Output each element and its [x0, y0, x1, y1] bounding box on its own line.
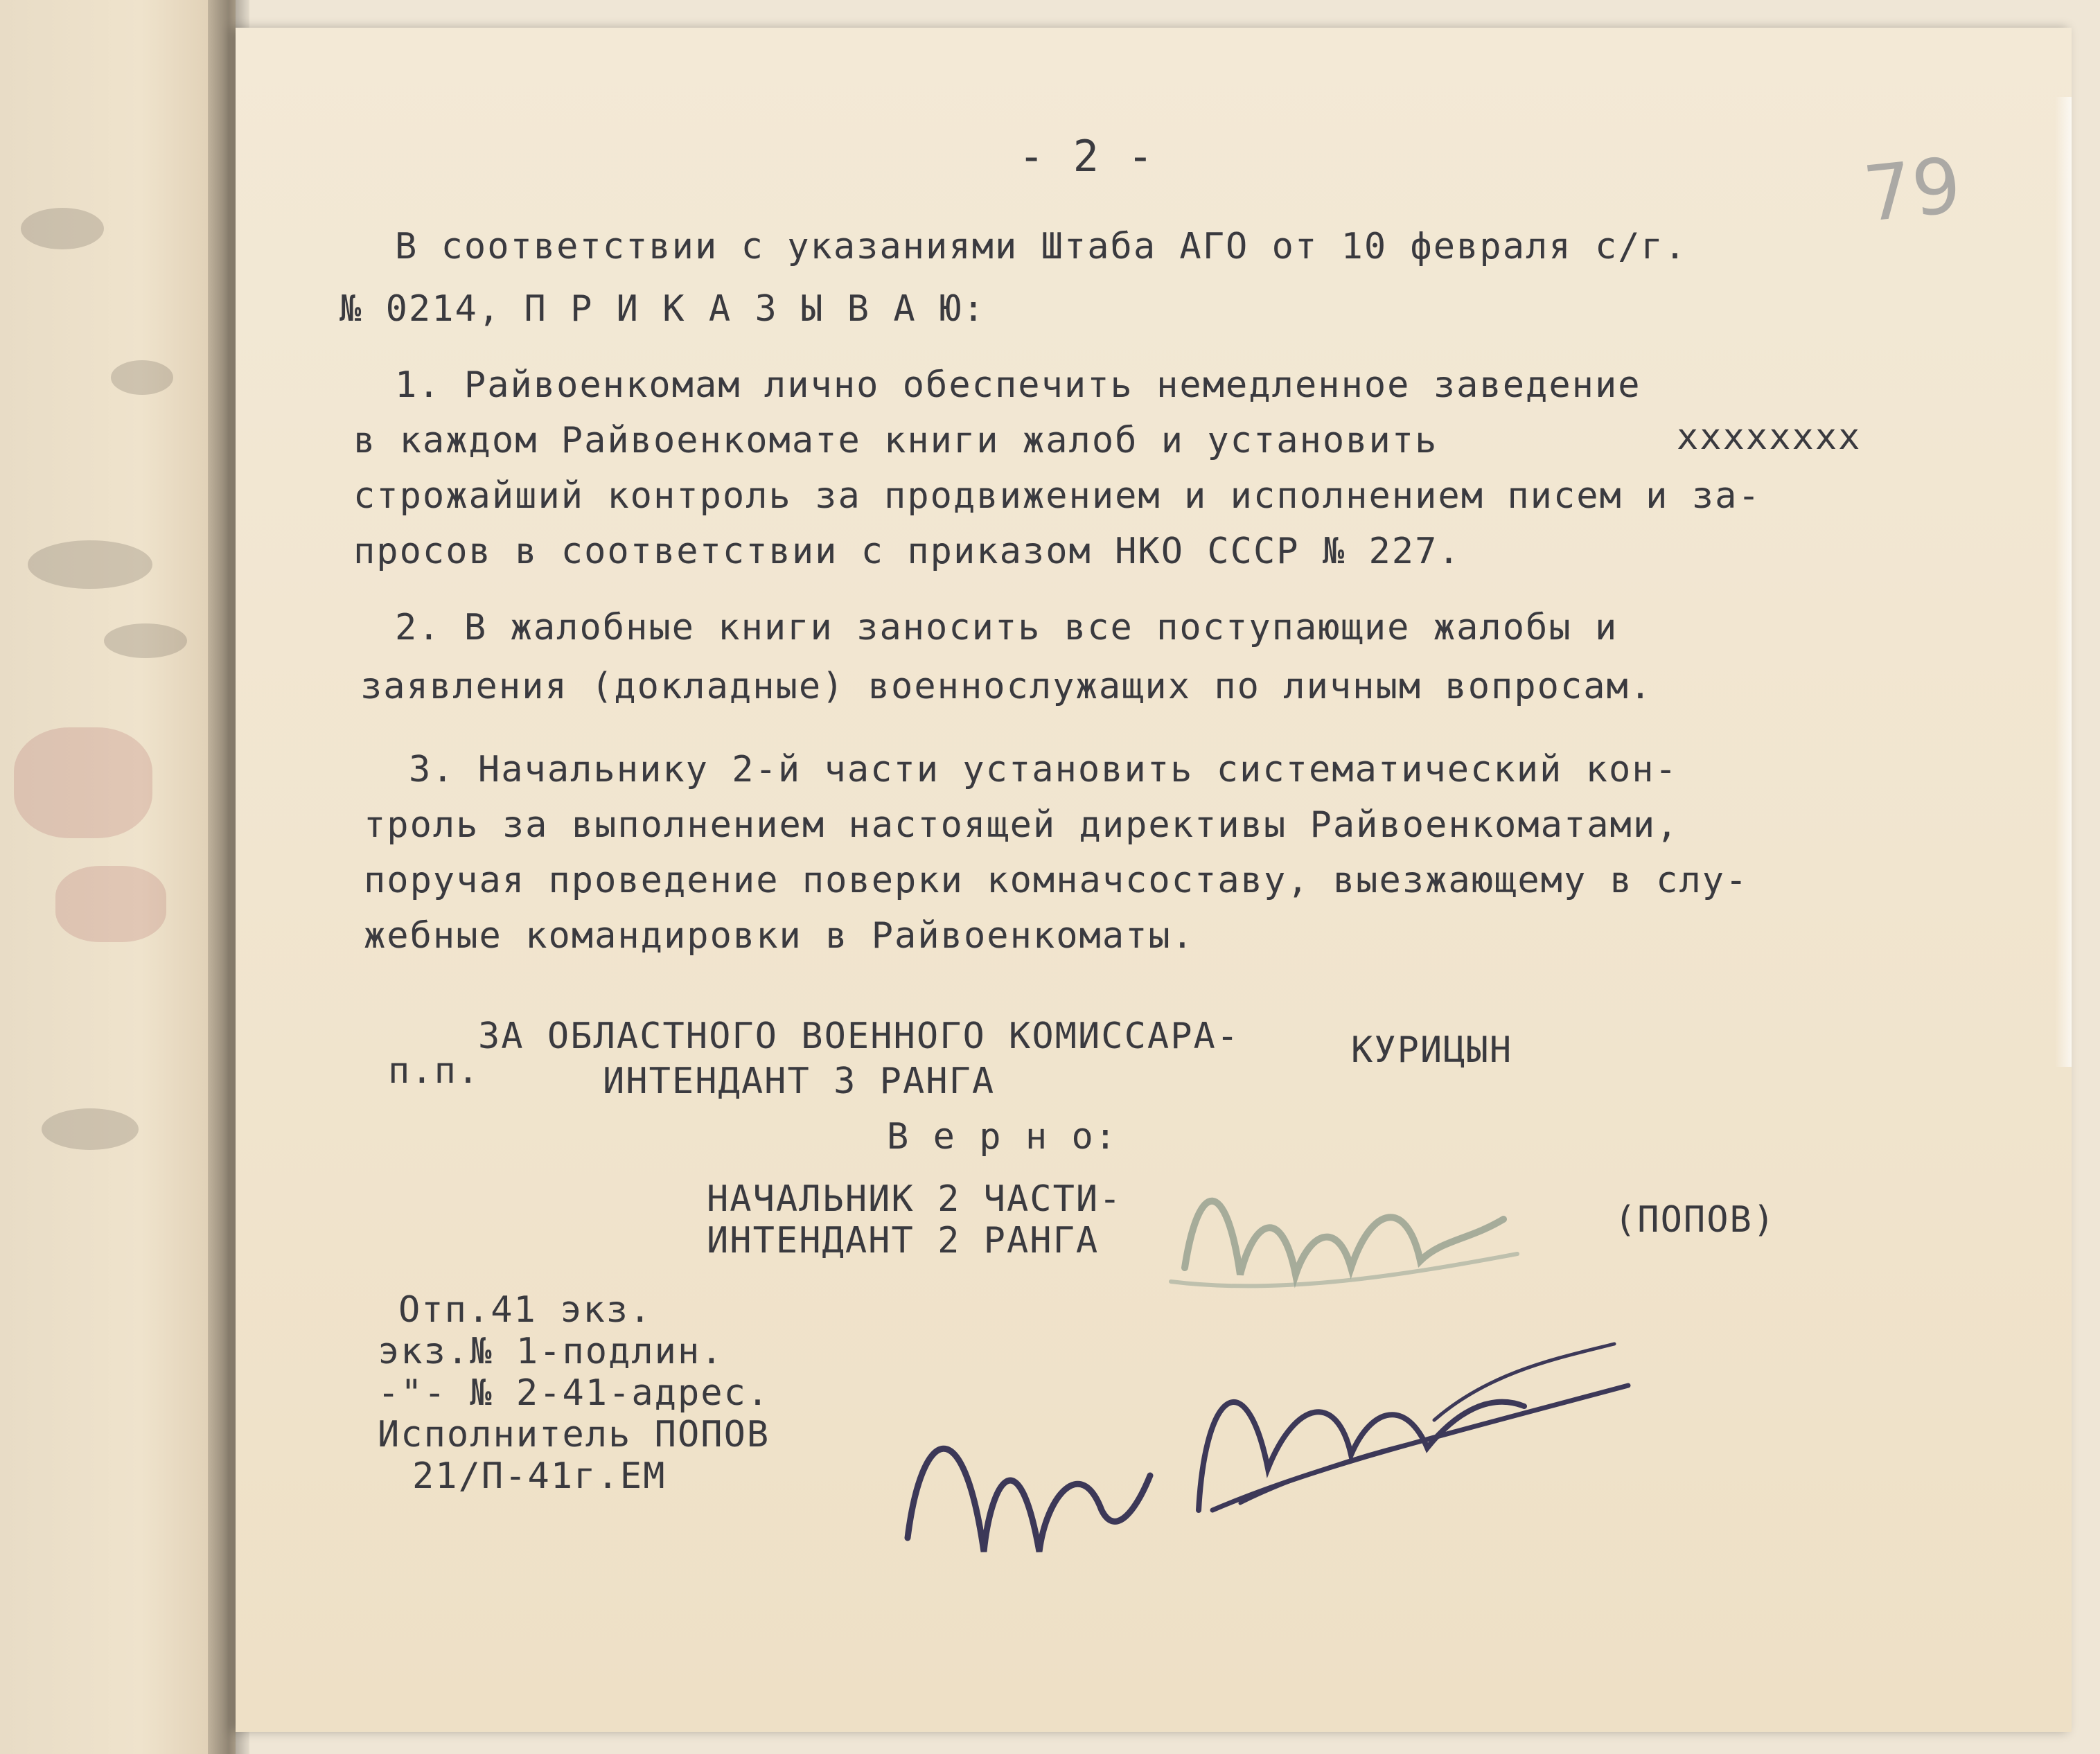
footer-addresses: -"- № 2-41-адрес.: [378, 1372, 770, 1414]
item2-line-1: 2. В жалобные книги заносить все поступающие жалобы и: [395, 607, 1618, 648]
chief-name: (ПОПОВ): [1614, 1199, 1776, 1241]
footer-date: 21/П-41г.ЕМ: [412, 1455, 667, 1497]
item1-line-4: просов в соответствии с приказом НКО СССР № 227.: [353, 531, 1461, 572]
item1-line-3: строжайший контроль за продвижением и исполнением писем и за-: [353, 475, 1761, 517]
item1-line-1: 1. Райвоенкомам лично обеспечить немедленное заведение: [395, 364, 1641, 406]
item1-struck-text: xxxxxxxx: [1677, 416, 1862, 458]
pp-mark: п.п.: [388, 1050, 481, 1092]
item3-line-1: 3. Начальнику 2-й части установить систематический кон-: [409, 749, 1678, 790]
signatory-rank: ИНТЕНДАНТ 3 РАНГА: [603, 1061, 996, 1102]
intro-line-1: В соответствии с указаниями Штаба АГО от 10 февраля с/г.: [395, 226, 1688, 267]
page-number: - 2 -: [1018, 131, 1155, 181]
footer-executor: Исполнитель ПОПОВ: [378, 1414, 770, 1455]
item3-line-2: троль за выполнением настоящей директивы Райвоенкоматами,: [364, 804, 1679, 846]
previous-page-edge: [0, 0, 236, 1754]
chief-rank: ИНТЕНДАНТ 2 РАНГА: [707, 1220, 1100, 1261]
intro-line-2: № 0214, П Р И К А З Ы В А Ю:: [339, 288, 986, 330]
footer-copies: Отп.41 экз.: [398, 1289, 653, 1331]
signatory-title: ЗА ОБЛАСТНОГО ВОЕННОГО КОМИССАРА-: [478, 1016, 1240, 1057]
item3-line-3: поручая проведение поверки комначсоставу, выезжающему в слу-: [364, 860, 1749, 901]
item1-line-2: в каждом Райвоенкомате книги жалоб и установить: [353, 420, 1438, 461]
footer-original: экз.№ 1-подлин.: [378, 1331, 724, 1372]
chief-title: НАЧАЛЬНИК 2 ЧАСТИ-: [707, 1178, 1122, 1220]
item2-line-2: заявления (докладные) военнослужащих по личным вопросам.: [360, 666, 1653, 707]
archive-page-number: 79: [1859, 141, 1966, 239]
handwritten-signature-popov: [1143, 1136, 1531, 1316]
handwritten-signature-ink: [880, 1302, 1656, 1607]
verno-label: В е р н о:: [887, 1116, 1118, 1158]
signatory-name: КУРИЦЫН: [1351, 1029, 1513, 1071]
item3-line-4: жебные командировки в Райвоенкоматы.: [364, 915, 1195, 957]
